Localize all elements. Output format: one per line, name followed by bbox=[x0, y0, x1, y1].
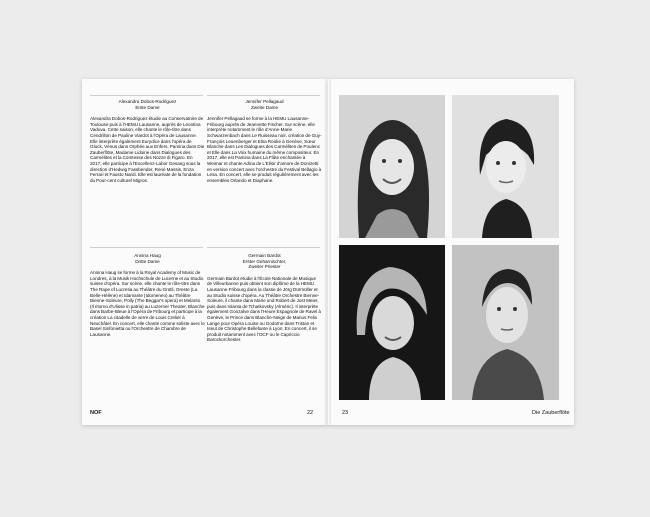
footer-publisher bbox=[90, 410, 102, 416]
portrait-photo-3 bbox=[339, 245, 445, 400]
bio-text: Alexandra Dobos-Rodriguez étudie au Conservatoire de Toulouse puis à l'HEMU Lausanne, auprès de Leontina Vaduva. Cette saison, elle chante le rôle-titre dans Cendrillon de Pauline Viardot à l'Opéra de Lausanne. Elle interprète également Eurydice dans l'opéra de Gluck, Vénus dans Orphée aux Enfers, Pamina dans Die Zauberflöte, Madame Lidoine dans Dialogues des Carmélites et la Comtesse des Nozze di Figaro. En 2017, elle participe à l'Excellenz-Labor Gesang sous la direction d'Hedwig Fassbender, René Massis, Enza Ferrari et Fausto Nardi. Elle est lauréate de la fondation du Pour-cent culturel Migros. bbox=[90, 116, 205, 183]
divider bbox=[207, 95, 320, 96]
bio-jennifer bbox=[207, 99, 322, 183]
page-number-left: 22 bbox=[307, 410, 314, 416]
bio-annina bbox=[90, 253, 205, 337]
bio-name: Germain Bardot bbox=[248, 253, 281, 258]
bio-name: Alexandra Dobos-Rodriguez bbox=[118, 99, 177, 104]
bio-role: Dritte Dame bbox=[135, 258, 160, 264]
divider bbox=[90, 95, 203, 96]
bio-role: Zweite Dame bbox=[250, 104, 279, 110]
divider bbox=[90, 247, 203, 248]
footer-publisher-name: NOF bbox=[90, 410, 102, 416]
portrait-photo-1 bbox=[339, 95, 445, 238]
bio-role: Erste Dame bbox=[135, 104, 160, 110]
bio-name: Jennifer Pellagaud bbox=[245, 99, 284, 104]
bio-alexandra bbox=[90, 99, 205, 183]
portrait-photo-2 bbox=[452, 95, 559, 238]
bio-text: Germain Bardot étudie à l'École Nationale de Musique de Villeurbanne puis obtient son diplôme de la HEMU Lausanne-Fribourg dans la classe de Jörg Dürmüller et au Studio suisse d'opéra. Au Théâtre Orchestre Bienne-Soleure, il chante dans Marie und Robert de Jost Meier, puis dans Iolanta de Tchaïkovsky (Alméric). Il interprète également Gonzalve dans l'Heure Espagnole de Ravel à Genève, le Prince dans Blanche-Neige de Marius Felix Lange pour Opéra Louise ou Godoïne dans Tristan et Iseut de Christophe Bellefante à Lyon. En concert, il se produit notamment avec l'OCF ou le Capriccio Barockorchester. bbox=[207, 275, 321, 343]
bio-germain bbox=[207, 253, 322, 343]
bio-text: Jennifer Pellagaud se forme à la HEMU Lausanne-Fribourg auprès de Jeannette Fischer. Sur scène, elle interprète notamment le rôle d'Anne-Marie Schwarzenbach dans Le Ruisseau noir, création de Guy-François Leuenberger et Elsa Rooke à Genève, Sœur Blanche dans Les Dialogues des Carmélites de Poulenc et Elle dans La Voix humaine du même compositeur. En 2017, elle est Pamina dans La Flûte enchantée à Weimar et chante Adina de L'Elisir d'amore de Donizetti en version concert avec l'orchestre du Festival Bellagio à Lesa. En concert, elle se produit régulièrement avec les ensembles Orlando et Diaphane. bbox=[207, 116, 322, 183]
bio-text: Annina Haug se forme à la Royal Academy of Music de Londres, à la Musik Hochschule de Lucerne et au Studio suisse d'opéra. Sur scène, elle chante le rôle-titre dans The Rape of Lucretia au Théâtre du Grütli, Oreste (La Belle-Hélène) et Idamante (Idomeneo) au Théâtre Bienne-Soleure, Polly (The Beggar's opera) et Melanto (Il ritorno d'Ulisse in patria) au Luzerner Theater, Blanche dans Barbe-Bleue à l'Opéra de Fribourg et participe à la création La citadelle de verre de Louis Crelier à Neuchâtel. En concert, elle chante comme soliste avec le Basel Sinfonietta ou l'Orchestre de Chambre de Lausanne. bbox=[90, 270, 205, 337]
bio-name: Annina Haug bbox=[134, 253, 161, 258]
bio-role-second: Zweiter Priester bbox=[248, 264, 281, 270]
book-gutter bbox=[325, 79, 331, 425]
bio-role: Erster Geharnischter, bbox=[242, 258, 287, 264]
footer-title: Die Zauberflöte bbox=[532, 410, 570, 416]
portrait-photo-4 bbox=[452, 245, 559, 400]
page-number-right: 23 bbox=[342, 410, 349, 416]
divider bbox=[207, 247, 320, 248]
